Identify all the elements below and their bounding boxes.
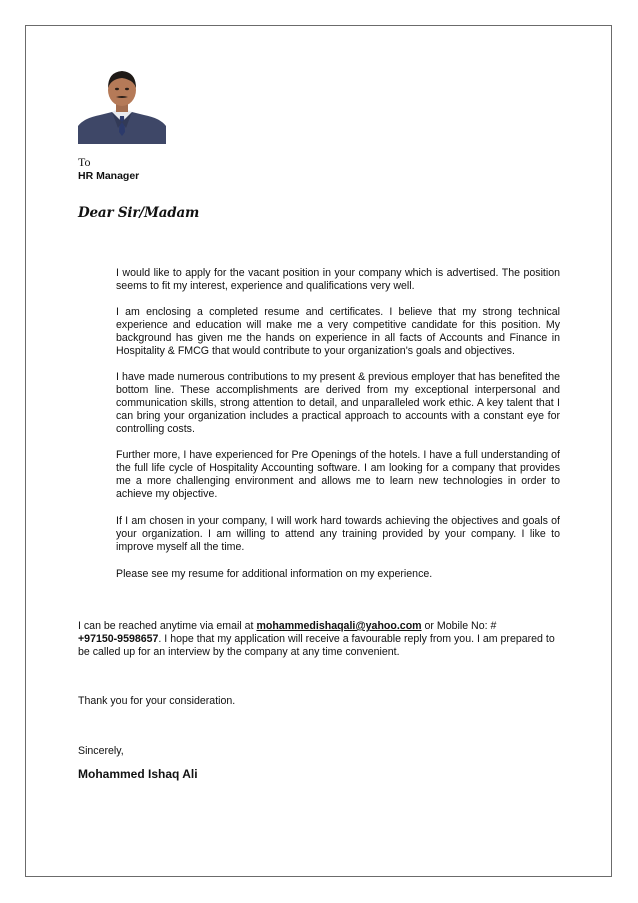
salutation: Dear Sir/Madam <box>78 205 200 221</box>
paragraph-4: Further more, I have experienced for Pre Openings of the hotels. I have a full understanding of the full life cycle of Hospitality Accounting software. I am looking for a company that provides me a more challenging environment and allows me to learn new technologies in order to achieve my objective. <box>116 449 560 500</box>
paragraph-1: I would like to apply for the vacant position in your company which is advertised. The position seems to fit my interest, experience and qualifications very well. <box>116 267 560 292</box>
contact-mid: or Mobile No: # <box>421 620 497 632</box>
signature: Mohammed Ishaq Ali <box>78 767 198 781</box>
thanks-line: Thank you for your consideration. <box>78 695 236 707</box>
contact-paragraph <box>78 620 564 659</box>
contact-post: . I hope that my application will receive a favourable reply from you. I am prepared to be called up for an interview by the company at any time convenient. <box>78 632 555 658</box>
portrait-image <box>78 66 166 144</box>
paragraph-3: I have made numerous contributions to my present & previous employer that has benefited the bottom line. These accomplishments are derived from my exceptional interpersonal and communication skills, strong attention to detail, and unparalleled work ethic. A key talent that I can bring your organization includes a practical approach to accounts with a constant eye for controlling costs. <box>116 371 560 435</box>
closing: Sincerely, <box>78 745 124 757</box>
recipient: HR Manager <box>78 170 140 182</box>
paragraph-5: If I am chosen in your company, I will work hard towards achieving the objectives and goals of your organization. I am willing to attend any training provided by your company. I like to improve myself all the time. <box>116 515 560 553</box>
to-label: To <box>78 155 91 169</box>
paragraph-6: Please see my resume for additional information on my experience. <box>116 568 433 580</box>
paragraph-2: I am enclosing a completed resume and certificates. I believe that my strong technical experience and education will make me a very competitive candidate for this position. My background has given me the hands on experience in all facts of Accounts and Finance in Hospitality & FMCG that would contribute to your organization's goals and objectives. <box>116 306 560 357</box>
mobile-number: +97150-9598657 <box>78 632 159 645</box>
email-link[interactable]: mohammedishaqali@yahoo.com <box>256 620 422 632</box>
contact-pre: I can be reached anytime via email at <box>78 620 257 632</box>
profile-photo <box>78 66 166 144</box>
